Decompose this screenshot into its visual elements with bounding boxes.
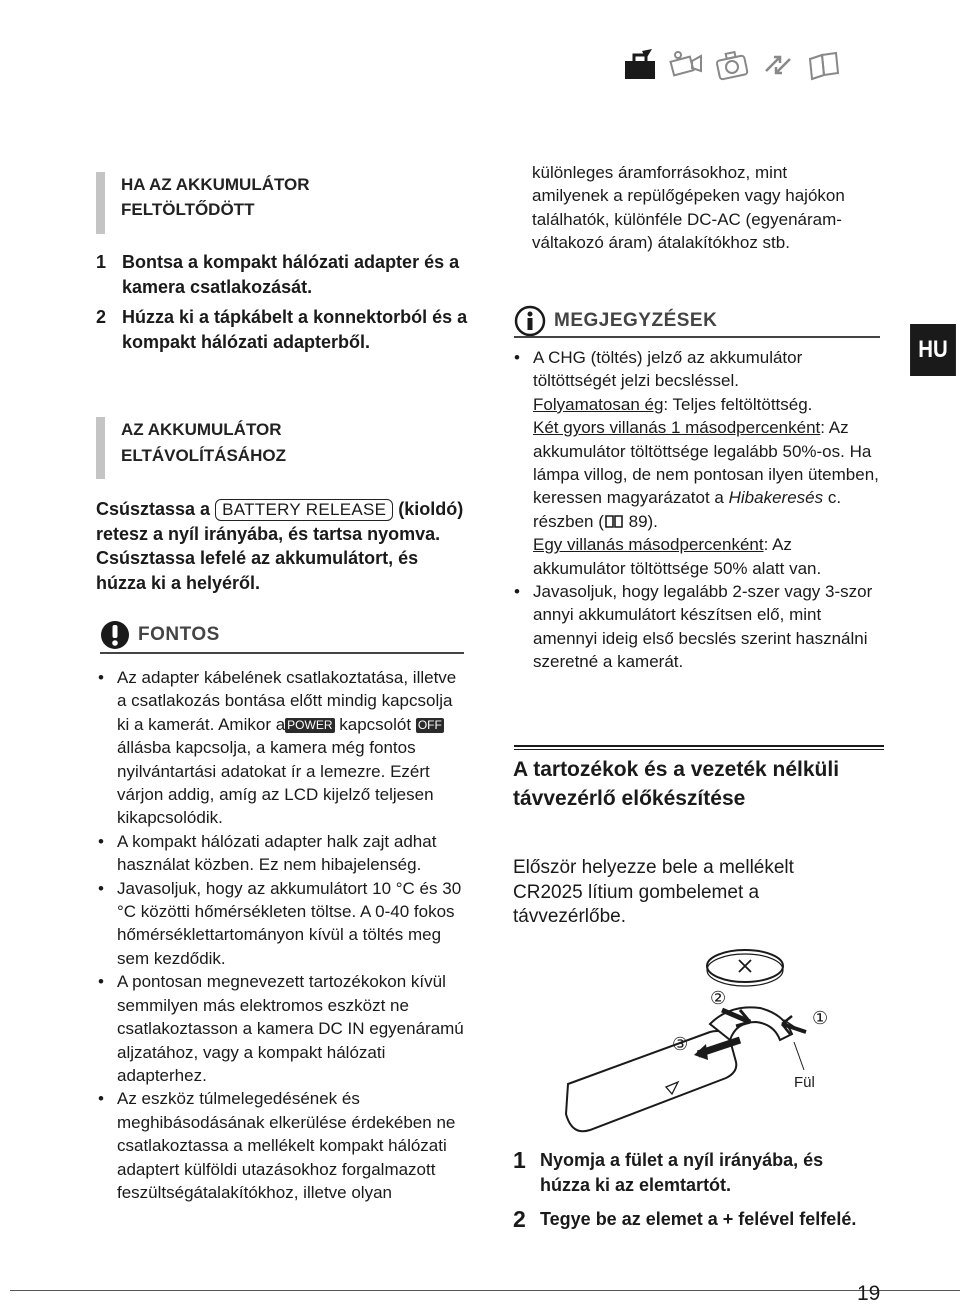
bullet-text: A kompakt hálózati adapter halk zajt adhat használat közben. Ez nem hibajelenség.: [117, 831, 437, 875]
troubleshooting-reference: Hibakeresés: [728, 488, 824, 508]
step-item: [513, 1148, 873, 1198]
bullet-text: Javasoljuk, hogy legalább 2-szer vagy 3-szor annyi akkumulátort készítsen elő, mint amennyi ideig első becslés szerint használni szeretné a kamerát.: [533, 582, 873, 672]
notes-list: [512, 346, 884, 674]
step-text: Húzza ki a tápkábelt a konnektorból és a kompakt hálózati adapterből.: [122, 307, 468, 352]
status-term: Egy villanás másodpercenként: [533, 535, 764, 555]
list-item: • Javasoljuk, hogy az akkumulátort 10 °C és 30 °C közötti hőmérsékleten töltse. A 0-40 fokos hőmérséklettartományon kívül a töltés meg sem kezdődik.: [96, 877, 468, 971]
status-term: Két gyors villanás 1 másodpercenként: [533, 418, 821, 438]
bullet-text: Az adapter kábelének csatlakoztatása, illetve a csatlakozás bontása előtt mindig kapcsolja ki a kamerát. Amikor a: [117, 668, 457, 734]
bullet-text: : Az akkumulátor töltöttsége 50% alatt van.: [533, 535, 822, 578]
battery-release-key: BATTERY RELEASE: [215, 499, 393, 521]
paragraph-text: Csúsztassa a: [96, 499, 211, 519]
off-position-label: OFF: [417, 717, 442, 732]
step-text: Nyomja a fület a nyíl irányába, és húzza ki az elemtartót.: [540, 1150, 824, 1195]
exclamation-icon: [100, 620, 130, 650]
bullet-text: Javasoljuk, hogy az akkumulátort 10 °C és 30 °C közötti hőmérsékleten töltse. A 0-40 fokos hőmérséklettartományon kívül a töltés meg sem kezdődik.: [117, 878, 462, 968]
step-item: [513, 1207, 873, 1232]
continuation-text: különleges áramforrásokhoz, mint amilyenek a repülőgépeken vagy hajókon találhatók, különféle DC-AC (egyenáram-váltakozó áram) átalakítókhoz stb.: [532, 163, 845, 253]
notes-label: MEGJEGYZÉSEK: [554, 310, 718, 331]
important-label: FONTOS: [138, 624, 220, 645]
callout-1: ①: [812, 1008, 829, 1028]
bullet-text: c. részben (: [533, 488, 842, 531]
step-number: 1: [513, 1147, 526, 1173]
bullet-text: állásba kapcsolja, a kamera még fontos nyilvántartási adatokat ír a lemezre. Ezért várjon addig, amíg az LCD kijelző teljesen kikapcsolódik.: [117, 738, 434, 828]
important-list: [96, 666, 468, 1204]
step-text: Bontsa a kompakt hálózati adapter és a kamera csatlakozását.: [122, 252, 460, 297]
bullet-text: : Teljes feltöltöttség.: [663, 394, 813, 414]
section-heading-charged: [96, 172, 451, 234]
title-rule: [514, 749, 884, 750]
remote-intro: Először helyezze bele a mellékelt CR2025 lítium gombelemet a távvezérlőbe.: [513, 857, 794, 927]
heading-line: AZ AKKUMULÁTOR: [121, 420, 282, 439]
toolbox-icon: [620, 46, 660, 84]
list-item: • A kompakt hálózati adapter halk zajt adhat használat közben. Ez nem hibajelenség.: [96, 830, 468, 877]
title-rule: [514, 745, 884, 747]
footer-rule: [10, 1290, 960, 1291]
notes-rule: [514, 336, 880, 338]
list-item: • Az adapter kábelének csatlakoztatása, illetve a csatlakozás bontása előtt mindig kapcsolja ki a kamerát. Amikor a POWER kapcsolót OFF állásba kapcsolja, a kamera még fontos nyilvántartási adatokat ír a lemezre. Ezért várjon addig, amíg az LCD kijelző teljesen kikapcsolódik.: [98, 668, 457, 828]
list-item: • Az eszköz túlmelegedésének és meghibásodásának elkerülése érdekében ne csatlakoztassa a mellékelt kompakt hálózati adaptert külföldi utazásokhoz forgalmazott feszültségátalakítókhoz, illetve olyan: [96, 1087, 468, 1204]
remote-steps: [513, 1148, 873, 1241]
book-reference-icon: [604, 513, 624, 529]
page-reference: 89).: [628, 511, 658, 531]
step-number: 1: [96, 252, 107, 272]
power-switch-label: POWER: [287, 717, 333, 732]
callout-3: ③: [672, 1034, 689, 1054]
heading-line: ELTÁVOLÍTÁSÁHOZ: [121, 446, 286, 465]
remote-battery-illustration: [560, 944, 860, 1134]
list-item: • Javasoljuk, hogy legalább 2-szer vagy 3-szor annyi akkumulátort készítsen elő, mint amennyi ideig első becslés szerint használni szeretné a kamerát.: [512, 580, 884, 674]
book-icon: [804, 46, 844, 84]
list-item: • A pontosan megnevezett tartozékokon kívül semmilyen más elektromos eszközt ne csatlakoztasson a kamera DC IN egyenáramú aljzatához, vagy a kompakt hálózati adapterhez.: [96, 970, 468, 1087]
tab-label: Fül: [794, 1074, 815, 1091]
section-heading-remove: [96, 417, 451, 479]
step-number: 2: [513, 1206, 526, 1232]
important-rule: [100, 652, 464, 654]
charged-steps: [96, 250, 468, 360]
remote-section-title: A tartozékok és a vezeték nélküli távvezérlő előkészítése: [513, 758, 840, 810]
bullet-text: A CHG (töltés) jelző az akkumulátor töltöttségét jelzi becsléssel.: [533, 348, 803, 391]
info-icon: [514, 305, 546, 337]
section-icon-strip: [620, 46, 844, 84]
bullet-text: A pontosan megnevezett tartozékokon kívül semmilyen más elektromos eszközt ne csatlakoztasson a kamera DC IN egyenáramú aljzatához, vagy a kompakt hálózati adapterhez.: [117, 972, 464, 1085]
photo-camera-icon: [712, 46, 752, 84]
video-camera-icon: [666, 46, 706, 84]
remove-battery-paragraph: [96, 497, 468, 595]
heading-line: HA AZ AKKUMULÁTOR: [121, 175, 310, 194]
callout-2: ②: [710, 988, 727, 1008]
bullet-text: kapcsolót: [339, 714, 412, 734]
notes-heading: [514, 305, 717, 337]
bullet-text: Az eszköz túlmelegedésének és meghibásodásának elkerülése érdekében ne csatlakoztassa a mellékelt kompakt hálózati adaptert külföldi utazásokhoz forgalmazott feszültségátalakítókhoz, illetve olyan: [117, 1089, 456, 1202]
list-item: • A CHG (töltés) jelző az akkumulátor töltöttségét jelzi becsléssel. Folyamatosan ég: Teljes feltöltöttség. Két gyors villanás 1 másodpercenként: Az akkumulátor töltöttsége legalább 50%-os. Ha lámpa villog, de nem pontosan ilyen ütemben, keressen magyarázatot a Hibakeresés c. részben ( 89). Egy villanás másodpercenként: Az akkumulátor töltöttsége 50% alatt van.: [514, 348, 879, 578]
step-text: Tegye be az elemet a + felével felfelé.: [540, 1209, 857, 1229]
heading-line: FELTÖLTŐDÖTT: [121, 200, 255, 219]
step-item: [96, 250, 468, 299]
important-heading: [100, 620, 220, 650]
bullet-text: : Az akkumulátor töltöttsége legalább 50%-os. Ha lámpa villog, de nem pontosan ilyen ütemben, keressen magyarázatot a: [533, 418, 879, 508]
page-number: 19: [857, 1282, 881, 1305]
step-item: [96, 305, 468, 354]
step-number: 2: [96, 307, 107, 327]
paragraph-text: (kioldó) retesz a nyíl irányába, és tartsa nyomva. Csúsztassa lefelé az akkumulátort, és húzza ki a helyéről.: [96, 499, 464, 593]
connection-icon: [758, 46, 798, 84]
language-tab: HU: [910, 324, 956, 376]
status-term: Folyamatosan ég: [533, 394, 664, 414]
